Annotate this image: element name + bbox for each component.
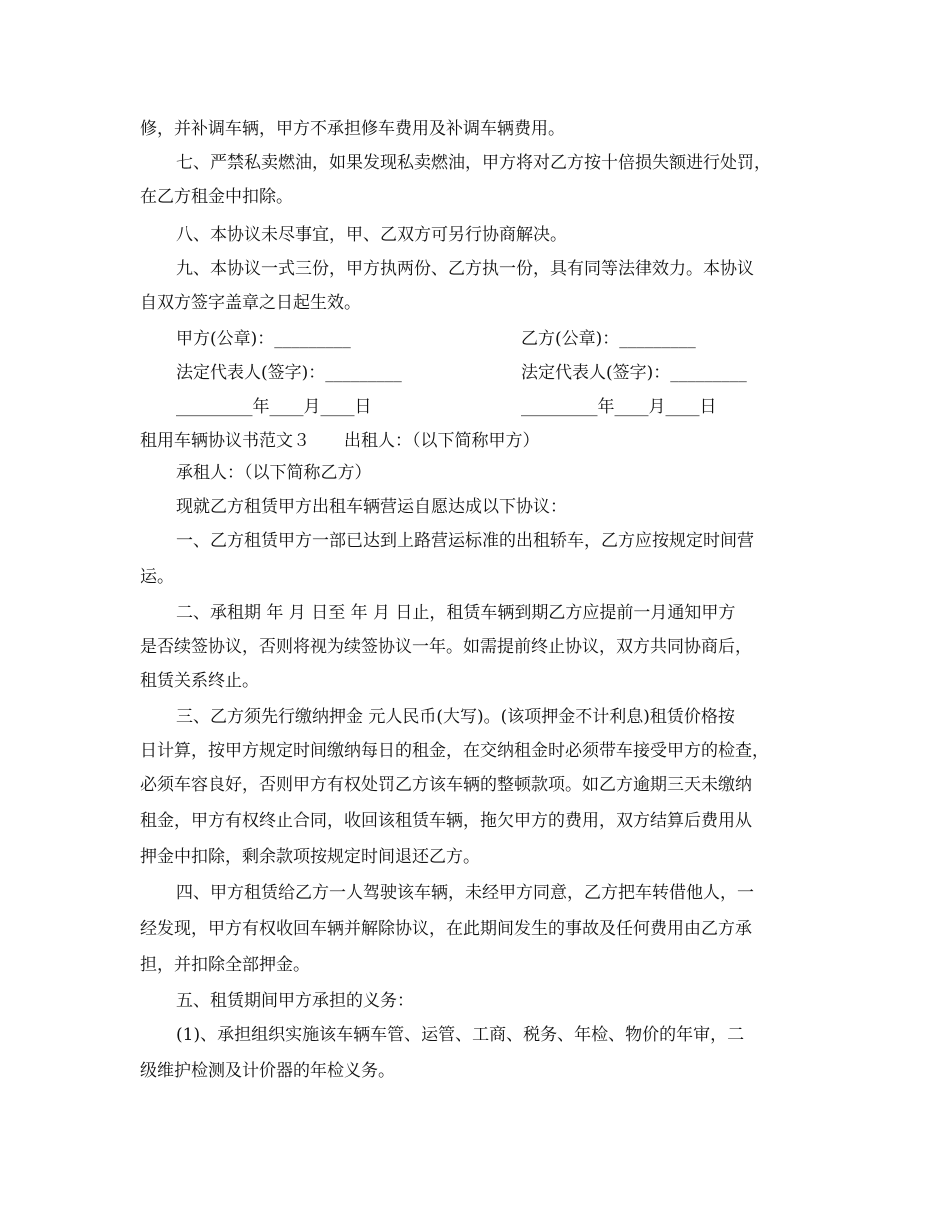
clause-3-line-4: 租金，甲方有权终止合同，收回该租赁车辆，拖欠甲方的费用，双方结算后费用从 (140, 811, 752, 831)
clause-3-line-1: 三、乙方须先行缴纳押金 元人民币(大写)。(该项押金不计利息)租赁价格按 (176, 707, 735, 727)
section-title: 租用车辆协议书范文３ 出租人：（以下简称甲方） (140, 431, 540, 451)
party-a-seal: 甲方(公章)：_________ (176, 329, 351, 349)
intro-line: 现就乙方租赁甲方出租车辆营运自愿达成以下协议： (176, 497, 567, 517)
clause-7-line-2: 在乙方租金中扣除。 (140, 187, 293, 207)
party-b-representative: 法定代表人(签字)：_________ (521, 363, 747, 383)
clause-4-line-2: 经发现，甲方有权收回车辆并解除协议，在此期间发生的事故及任何费用由乙方承 (140, 919, 752, 939)
clause-3-line-2: 日计算，按甲方规定时间缴纳每日的租金，在交纳租金时必须带车接受甲方的检查， (140, 741, 769, 761)
paragraph-line: 修，并补调车辆，甲方不承担修车费用及补调车辆费用。 (140, 119, 565, 139)
clause-3-line-3: 必须车容良好，否则甲方有权处罚乙方该车辆的整顿款项。如乙方逾期三天未缴纳 (140, 775, 752, 795)
clause-7-line-1: 七、严禁私卖燃油，如果发现私卖燃油，甲方将对乙方按十倍损失额进行处罚， (176, 153, 771, 173)
clause-5-heading: 五、租赁期间甲方承担的义务： (176, 991, 414, 1011)
clause-1-line-2: 运。 (140, 567, 174, 587)
clause-2-line-3: 租赁关系终止。 (140, 671, 259, 691)
clause-1-line-1: 一、乙方租赁甲方一部已达到上路营运标准的出租轿车，乙方应按规定时间营 (176, 531, 754, 551)
clause-5-item-1-line-2: 级维护检测及计价器的年检义务。 (140, 1061, 395, 1081)
party-a-representative: 法定代表人(签字)：_________ (176, 363, 402, 383)
clause-3-line-5: 押金中扣除，剩余款项按规定时间退还乙方。 (140, 847, 480, 867)
clause-9-line-2: 自双方签字盖章之日起生效。 (140, 293, 361, 313)
party-b-seal: 乙方(公章)：_________ (521, 329, 696, 349)
clause-2-line-2: 是否续签协议，否则将视为续签协议一年。如需提前终止协议，双方共同协商后， (140, 637, 752, 657)
clause-2-line-1: 二、承租期 年 月 日至 年 月 日止，租赁车辆到期乙方应提前一月通知甲方 (176, 603, 736, 623)
party-b-date: _________年____月____日 (521, 397, 717, 417)
lessee-line: 承租人：（以下简称乙方） (176, 463, 372, 483)
clause-4-line-3: 担，并扣除全部押金。 (140, 955, 310, 975)
clause-8: 八、本协议未尽事宜，甲、乙双方可另行协商解决。 (176, 225, 567, 245)
party-a-date: _________年____月____日 (176, 397, 372, 417)
clause-5-item-1-line-1: (1)、承担组织实施该车辆车管、运管、工商、税务、年检、物价的年审，二 (176, 1025, 745, 1045)
clause-9-line-1: 九、本协议一式三份，甲方执两份、乙方执一份，具有同等法律效力。本协议 (176, 259, 754, 279)
clause-4-line-1: 四、甲方租赁给乙方一人驾驶该车辆，未经甲方同意，乙方把车转借他人，一 (176, 883, 754, 903)
